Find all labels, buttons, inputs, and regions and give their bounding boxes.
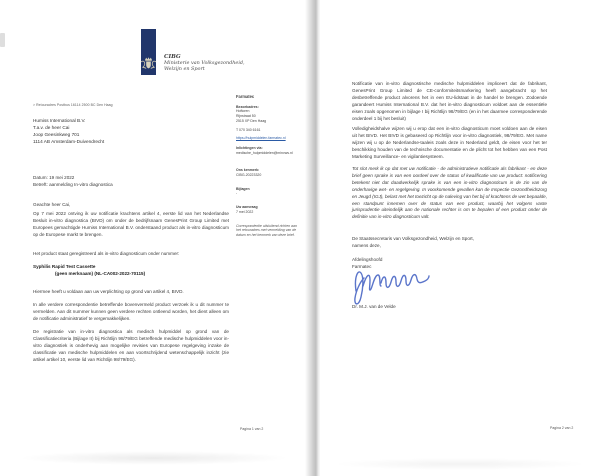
attachments-value: - xyxy=(236,191,238,196)
recipient-company: Humiss International B.V. xyxy=(33,118,86,123)
inquiries-label: Inlichtingen via: xyxy=(236,145,263,150)
paragraph-ce-marking: Notificatie van in-vitro diagnostische medische hulpmiddelen impliceert dat de fabrikant, GenesPrint Group Limited de CE-conformiteitsmarkering heeft aangebracht op het desbetreffende product alvorens het in een EU-lidstaat in de handel te brengen. Zodoende garandeert Humiss International B.V. dat het in-vitro diagnosticum voldoet aan de essentiële eisen zoals opgenomen in bijlage I bij Richtlijn 98/79/EG (en in het daarmee corresponderende onderdeel 1 bij het besluit) xyxy=(352,81,547,121)
paragraph-registered: Het product staat geregistreerd als in-vitro diagnosticum onder nummer: xyxy=(33,251,180,256)
subject-line: Betreft: aanmelding In-vitro diagnostica xyxy=(33,182,113,187)
signer-role-department: Farmatec xyxy=(352,264,372,270)
closing-block xyxy=(352,235,474,250)
attachments-label: Bijlagen xyxy=(236,186,250,191)
logo-wordmark xyxy=(164,54,245,73)
visit-address-line2: Rijnstraat 50 xyxy=(236,114,256,119)
page1-bottom-shadow xyxy=(18,451,290,465)
sidebar-department: Farmatec xyxy=(236,94,255,99)
recipient-attn: T.a.v. de heer Cai xyxy=(33,125,70,130)
request-date-value: 7 mei 2022 xyxy=(236,209,254,214)
dutch-coat-of-arms-icon xyxy=(139,56,158,70)
logo-org-name: CIBG xyxy=(164,54,181,60)
paragraph-notification: Op 7 mei 2022 ontving ik uw notificatie krachtens artikel 4, eerste lid van het Nederlandse Besluit in-vitro diagnostica (BIVD) om onder de bedrijfsnaam GenesPrint Group Limited met Europees gemachtigde Humiss International B.V. onderstaand product als in-vitro diagnosticum op de Europese markt te brengen. xyxy=(33,211,229,237)
visit-address-line3: 2515 XP Den Haag xyxy=(236,118,267,123)
phone-number: T 070 340 6161 xyxy=(236,127,261,132)
paragraph-classification: De registratie van in-vitro diagnostica als medisch hulpmiddel op grond van de Classificatiecriteria (Bijlage II) bij Richtlijn 98/79/EG betreffende medische hulpmiddelen voor in-vitro diagnostiek is onderhevig aan mogelijke revisies van Europese regelgeving inzake de classificatie van medische hulpmiddelen en aan voortschrijdend wetenschappelijk inzicht (zie artikel artikel 10, eerste lid van Richtlijn 98/79/EG). xyxy=(33,329,229,362)
closing-namens: namens deze, xyxy=(352,243,381,249)
request-date-label: Uw aanvraag xyxy=(236,205,258,210)
handwritten-signature xyxy=(348,265,434,307)
correspondence-note: Correspondentie uitsluitend richten aan het retouradres met vermelding van de datum en het kenmerk van deze brief. xyxy=(236,223,297,238)
recipient-street: Joop Geesinkweg 701 xyxy=(33,132,80,137)
logo-ministry-line2: Welzijn en Sport xyxy=(164,65,205,72)
inquiries-email: medische_hulpmiddelen@minvws.nl xyxy=(236,150,293,155)
paragraph-obligation: Hiermee heeft u voldaan aan uw verplichting op grond van artikel 4, BIVD. xyxy=(33,289,184,294)
page2-bottom-shadow xyxy=(332,458,588,470)
product-registration-number: (geen merknaam) (NL-CA002-2022-70115) xyxy=(55,271,146,276)
product-registration-block xyxy=(33,263,229,277)
reference-label: Ons kenmerk: xyxy=(236,168,260,173)
return-address-line: > Retouradres Postbus 16114 2500 BC Den Haag xyxy=(33,103,113,107)
page-divider xyxy=(305,0,321,476)
logo-ministry-line1: Ministerie van Volksgezondheid, xyxy=(164,60,245,66)
page1-footer-page-number: Pagina 1 van 2 xyxy=(240,427,264,431)
salutation: Geachte heer Cai, xyxy=(33,202,71,207)
department-website-link[interactable]: https://hulpmiddelen.farmatec.nl xyxy=(236,136,286,141)
visit-address-line1: Hoftoren xyxy=(236,109,250,114)
signer-role-title: Afdelingshoofd xyxy=(352,257,383,262)
scan-edge-artifact xyxy=(0,33,5,47)
date-line: Datum: 19 mei 2022 xyxy=(33,175,75,180)
visit-address-label: Bezoekadres: xyxy=(236,104,259,109)
recipient-address-block xyxy=(33,117,104,145)
page2-footer-page-number: Pagina 2 van 2 xyxy=(550,426,574,430)
signer-name: Dr. M.J. van de Velde xyxy=(352,304,396,309)
paragraph-disclaimer: Tot slot merk ik op dat met uw notificatie - de administratieve notificatie als fabrikant - en deze brief geen sprake is van een oordeel over de status of kwalificatie van uw product: notificering betekent niet dat daadwerkelijk sprake is van een in-vitro diagnosticum in de zin van de onderhavige wet- en regelgeving. In voorkomende gevallen kan de Inspectie Gezondheidszorg en Jeugd (IGJ), belast met het toezicht op de naleving van het bij of krachtens de wet bepaalde, een standpunt innemen over de status van een product, waarbij het volgens vaste jurisprudentie uiteindelijk aan de nationale rechter is om te bepalen of een product onder de definitie van in-vitro diagnosticum valt. xyxy=(352,166,547,220)
paragraph-correspondence: In alle verdere correspondentie betreffende bovenvermeld product verzoek ik u dit nummer te vermelden. Aan dit nummer kunnen geen verdere rechten ontleend worden, het dient alleen om de notificatie administratief te vergemakkelijken. xyxy=(33,302,229,321)
closing-secretary: De Staatssecretaris van Volksgezondheid, Welzijn en Sport, xyxy=(352,236,474,241)
recipient-city: 1114 AB Amsterdam-Duivendrecht xyxy=(33,139,105,144)
product-name: Syphilis Rapid Test Cassette xyxy=(33,264,96,269)
reference-number: CIBG-20223320 xyxy=(236,173,262,178)
letter-sidebar xyxy=(236,95,302,238)
paragraph-bivd-requirements: Volledigheidshalve wijzen wij u erop dat een in-vitro diagnosticum moet voldoen aan de eisen uit het BIVD. Het BIVD is gebaseerd op Richtlijn voor in-vitro diagnostiek, 98/79/EG. Met name wijzen wij u op de Nederlandse-taaleis zoals deze in Nederland geldt, de eisen voor het ter beschikking houden van de technische documentatie en de plicht tot het hebben van een Post Marketing Surveillance- en vigilantiesysteem. xyxy=(352,126,547,159)
